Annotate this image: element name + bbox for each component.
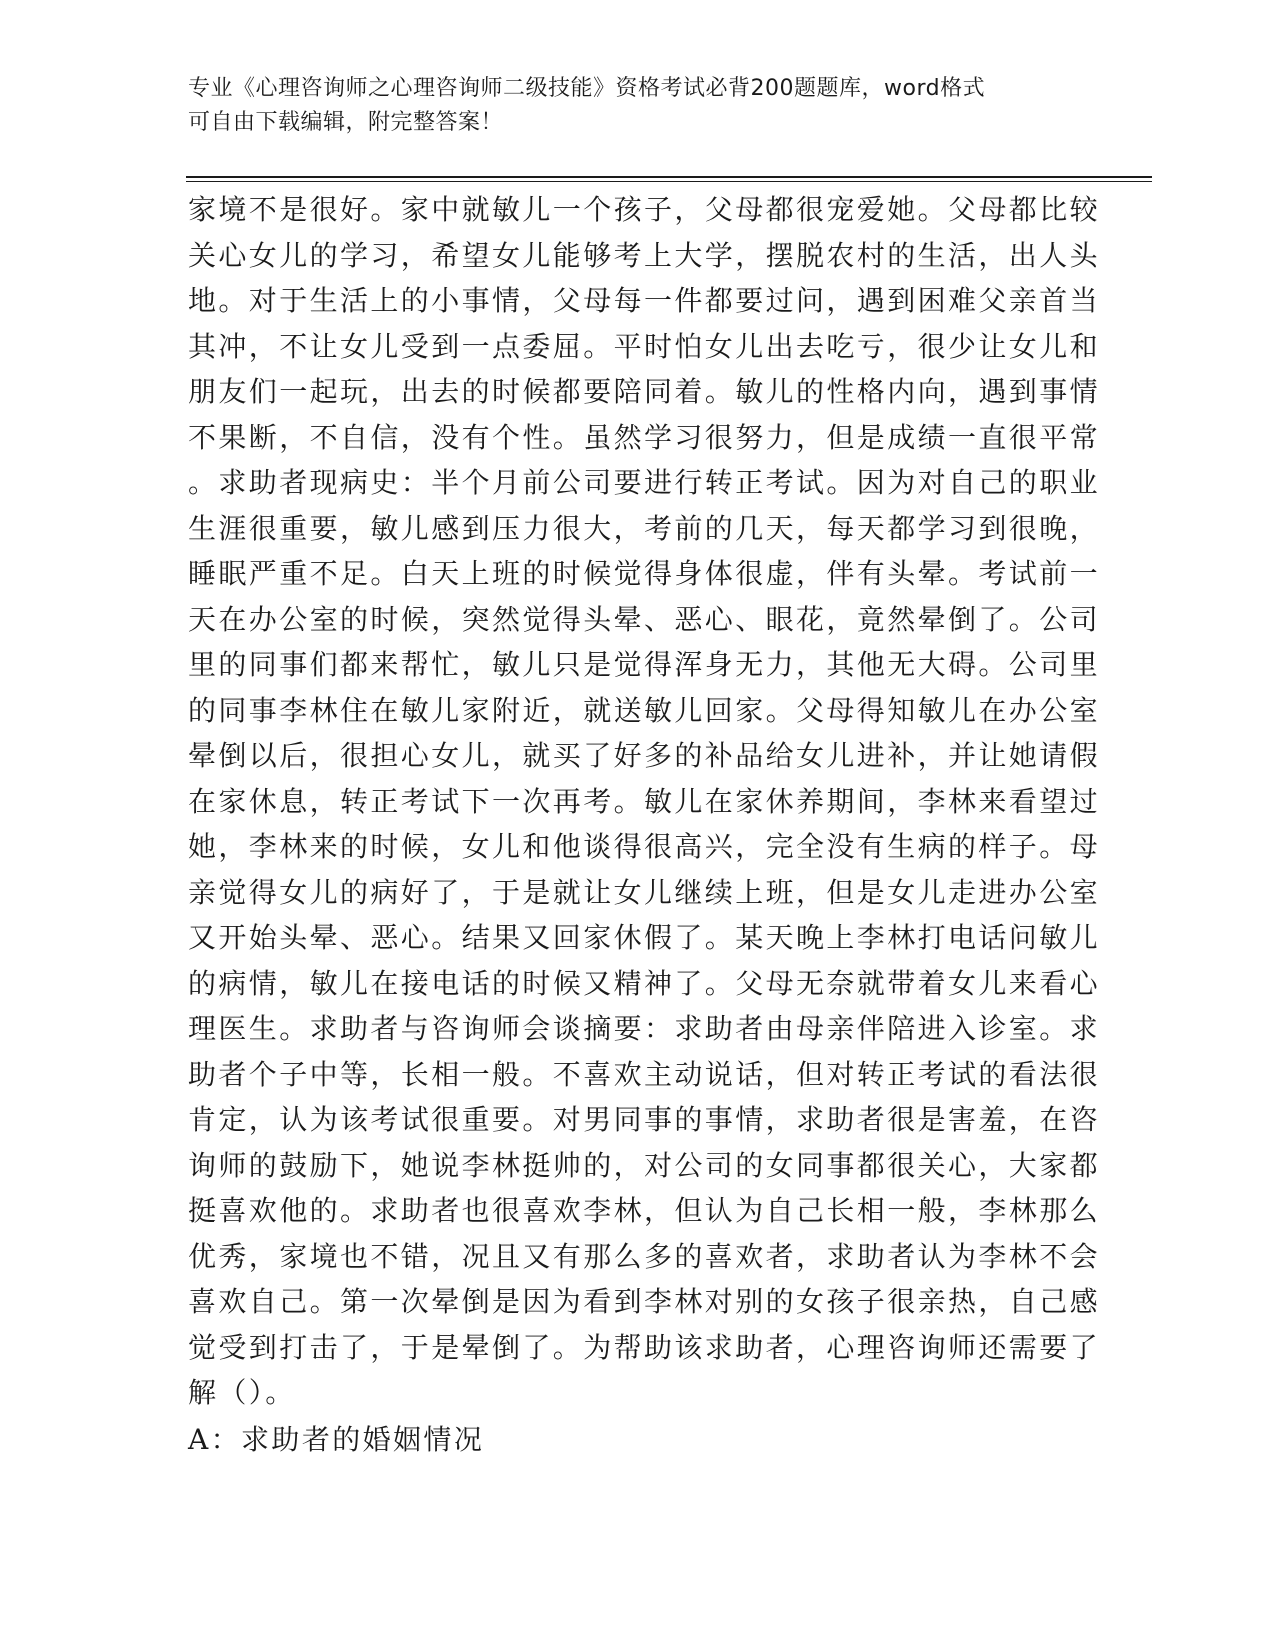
question-line: 在家休息，转正考试下一次再考。敏儿在家休养期间，李林来看望过 [188, 784, 1101, 818]
question-line: 其冲，不让女儿受到一点委屈。平时怕女儿出去吃亏，很少让女儿和 [188, 329, 1101, 363]
question-line: 的同事李林住在敏儿家附近，就送敏儿回家。父母得知敏儿在办公室 [188, 693, 1101, 727]
question-line: 生涯很重要，敏儿感到压力很大，考前的几天，每天都学习到很晚， [188, 511, 1101, 545]
question-line: 肯定，认为该考试很重要。对男同事的事情，求助者很是害羞，在咨 [188, 1103, 1101, 1136]
question-line: 理医生。求助者与咨询师会谈摘要：求助者由母亲伴陪进入诊室。求 [188, 1012, 1101, 1045]
question-text [188, 187, 1101, 1416]
question-line: 。求助者现病史：半个月前公司要进行转正考试。因为对自己的职业 [188, 466, 1101, 499]
question-line: 觉受到打击了，于是晕倒了。为帮助该求助者，心理咨询师还需要了 [188, 1330, 1101, 1364]
option-a: A：求助者的婚姻情况 [188, 1423, 485, 1456]
question-line: 的病情，敏儿在接电话的时候又精神了。父母无奈就带着女儿来看心 [188, 966, 1101, 1000]
question-line: 优秀，家境也不错，况且又有那么多的喜欢者，求助者认为李林不会 [188, 1239, 1101, 1273]
question-line: 家境不是很好。家中就敏儿一个孩子，父母都很宠爱她。父母都比较 [188, 193, 1101, 226]
question-line: 睡眠严重不足。白天上班的时候觉得身体很虚，伴有头晕。考试前一 [188, 557, 1101, 590]
header-title-line-2: 可自由下载编辑，附完整答案！ [188, 110, 504, 135]
header-divider-thin [186, 181, 1152, 182]
question-line: 挺喜欢他的。求助者也很喜欢李林，但认为自己长相一般，李林那么 [188, 1194, 1101, 1227]
page-header [188, 72, 1068, 140]
question-line: 助者个子中等，长相一般。不喜欢主动说话，但对转正考试的看法很 [188, 1057, 1101, 1091]
question-line: 里的同事们都来帮忙，敏儿只是觉得浑身无力，其他无大碍。公司里 [188, 648, 1101, 681]
question-line: 又开始头晕、恶心。结果又回家休假了。某天晚上李林打电话问敏儿 [188, 921, 1101, 954]
question-line: 喜欢自己。第一次晕倒是因为看到李林对别的女孩子很亲热，自己感 [188, 1285, 1101, 1318]
header-divider-thick [186, 176, 1152, 178]
question-line: 天在办公室的时候，突然觉得头晕、恶心、眼花，竟然晕倒了。公司 [188, 602, 1101, 636]
header-title-line-1: 专业《心理咨询师之心理咨询师二级技能》资格考试必背200题题库，word格式 [188, 76, 986, 101]
question-line: 不果断，不自信，没有个性。虽然学习很努力，但是成绩一直很平常 [188, 420, 1101, 454]
question-line: 询师的鼓励下，她说李林挺帅的，对公司的女同事都很关心，大家都 [188, 1148, 1101, 1182]
question-line: 晕倒以后，很担心女儿，就买了好多的补品给女儿进补，并让她请假 [188, 739, 1101, 772]
question-line: 她，李林来的时候，女儿和他谈得很高兴，完全没有生病的样子。母 [188, 830, 1101, 863]
question-line: 地。对于生活上的小事情，父母每一件都要过问，遇到困难父亲首当 [188, 284, 1101, 317]
question-line: 朋友们一起玩，出去的时候都要陪同着。敏儿的性格内向，遇到事情 [188, 375, 1101, 408]
question-line: 解（）。 [188, 1376, 296, 1409]
question-line: 亲觉得女儿的病好了，于是就让女儿继续上班，但是女儿走进办公室 [188, 875, 1101, 909]
question-line: 关心女儿的学习，希望女儿能够考上大学，摆脱农村的生活，出人头 [188, 238, 1101, 272]
